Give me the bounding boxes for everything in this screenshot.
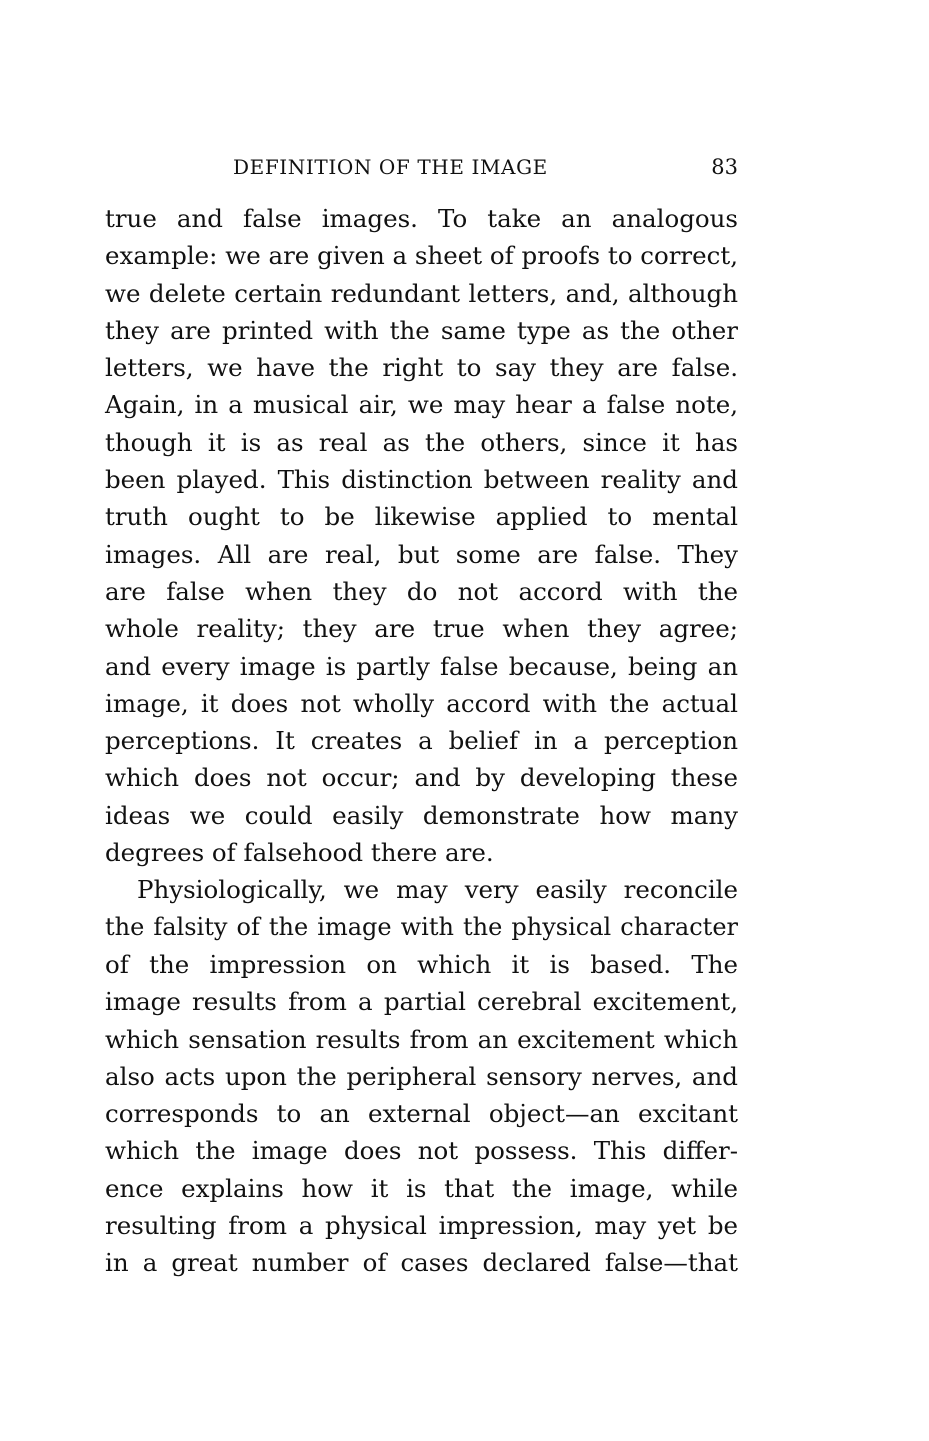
text-line: which does not occur; and by developing these	[105, 763, 738, 793]
text-line: corresponds to an external object—an excitant	[105, 1099, 738, 1129]
text-line: image results from a partial cerebral excitement,	[105, 987, 738, 1017]
text-line: ence explains how it is that the image, while	[105, 1173, 738, 1203]
paragraph-2	[105, 871, 738, 1281]
text-line: true and false images. To take an analogous	[105, 204, 738, 233]
paragraph-1	[105, 200, 738, 871]
text-line: degrees of falsehood there are.	[105, 838, 494, 868]
text-line: Again, in a musical air, we may hear a false note,	[105, 390, 738, 420]
text-line: images. All are real, but some are false. They	[105, 539, 738, 569]
text-line: truth ought to be likewise applied to mental	[105, 502, 738, 532]
text-line: of the impression on which it is based. The	[105, 949, 738, 979]
text-line: which the image does not possess. This differ-	[105, 1136, 738, 1166]
text-line: they are printed with the same type as the other	[105, 315, 738, 345]
text-line: perceptions. It creates a belief in a perception	[105, 726, 738, 756]
text-line: which sensation results from an excitement which	[105, 1024, 738, 1054]
text-line: are false when they do not accord with the	[105, 576, 738, 606]
text-line: resulting from a physical impression, may yet be	[105, 1211, 738, 1241]
body-text	[105, 200, 738, 1282]
text-line: image, it does not wholly accord with the actual	[105, 688, 738, 718]
text-line: the falsity of the image with the physical character	[105, 912, 738, 941]
text-line: letters, we have the right to say they are false.	[105, 353, 738, 383]
text-line: example: we are given a sheet of proofs to correct,	[105, 241, 738, 271]
running-title: DEFINITION OF THE IMAGE	[233, 155, 548, 179]
text-line: Physiologically, we may very easily reconcile	[137, 875, 738, 905]
text-line: in a great number of cases declared false—that	[105, 1248, 738, 1278]
text-line: and every image is partly false because, being an	[105, 651, 738, 681]
text-line: though it is as real as the others, since it has	[105, 427, 738, 457]
text-line: also acts upon the peripheral sensory nerves, and	[105, 1061, 738, 1091]
text-line: we delete certain redundant letters, and, although	[105, 278, 738, 308]
text-line: been played. This distinction between reality and	[105, 465, 738, 495]
text-line: whole reality; they are true when they agree;	[105, 614, 738, 644]
text-line: ideas we could easily demonstrate how many	[105, 800, 738, 830]
page-number: 83	[711, 155, 738, 179]
running-head	[230, 155, 740, 185]
